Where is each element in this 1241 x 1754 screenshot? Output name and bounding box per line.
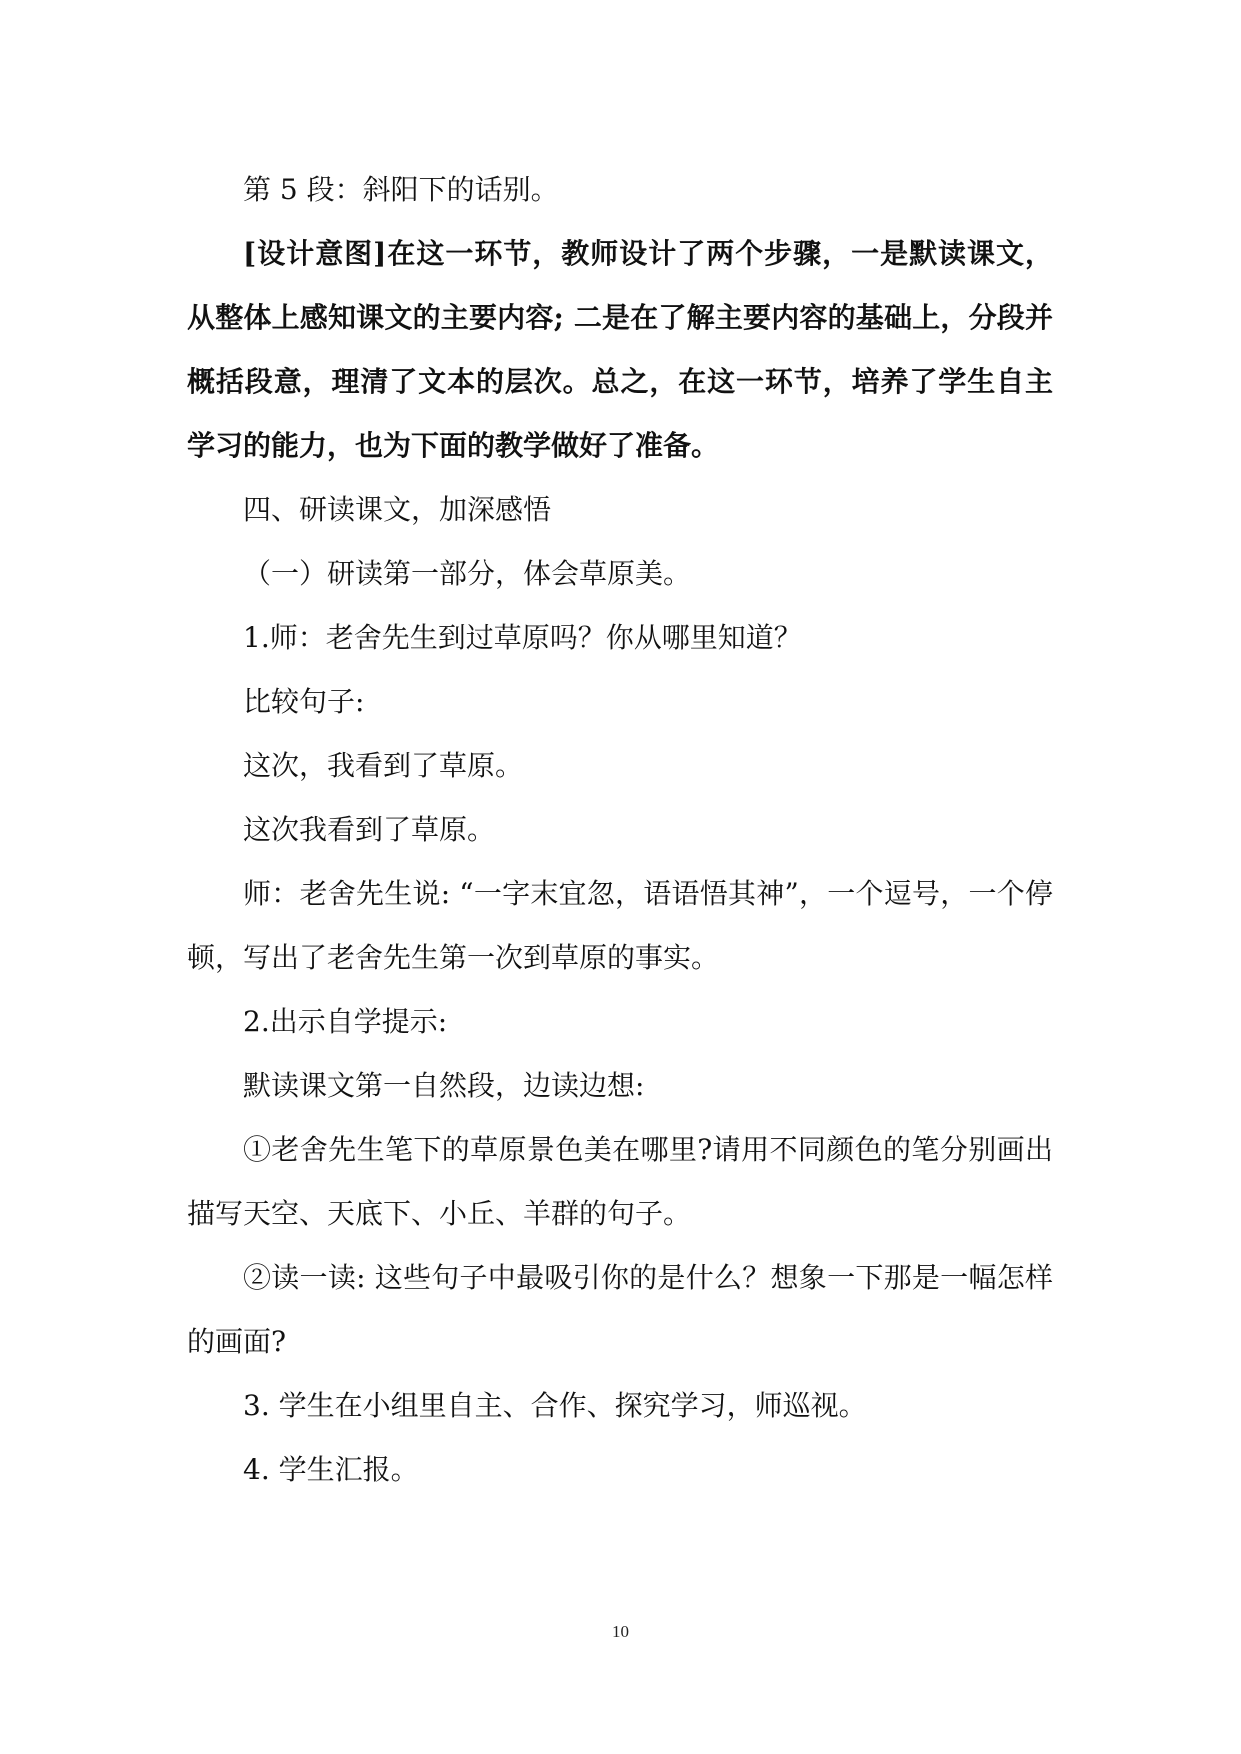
paragraph-section-5-summary: 第 5 段：斜阳下的话别。	[243, 173, 559, 206]
paragraph-sentence-a: 这次，我看到了草原。	[243, 749, 524, 782]
paragraph-teacher-question: 1.师：老舍先生到过草原吗？你从哪里知道？	[243, 621, 802, 654]
subheading-part-one: （一）研读第一部分，体会草原美。	[243, 557, 692, 590]
paragraph-task-one: ①老舍先生笔下的草原景色美在哪里?请用不同颜色的笔分别画出描写天空、天底下、小丘、羊群的句子。	[187, 1133, 1053, 1230]
page-number: 10	[612, 1622, 629, 1641]
paragraph-silent-read: 默读课文第一自然段，边读边想:	[243, 1069, 645, 1102]
paragraph-task-two: ②读一读: 这些句子中最吸引你的是什么？想象一下那是一幅怎样的画面?	[187, 1261, 1053, 1358]
document-body	[187, 158, 1053, 1502]
paragraph-compare-label: 比较句子:	[243, 685, 365, 718]
paragraph-design-intent: [设计意图]在这一环节，教师设计了两个步骤，一是默读课文，从整体上感知课文的主要内容; 二是在了解主要内容的基础上，分段并概括段意，理清了文本的层次。总之，在这一环节，培养了学生自主学习的能力，也为下面的教学做好了准备。	[187, 237, 1053, 462]
paragraph-sentence-b: 这次我看到了草原。	[243, 813, 496, 846]
heading-study-text: 四、研读课文，加深感悟	[243, 493, 552, 526]
paragraph-teacher-comment: 师：老舍先生说: “一字末宜忽，语语悟其神”，一个逗号，一个停顿，写出了老舍先生第一次到草原的事实。	[187, 877, 1053, 974]
paragraph-student-report: 4. 学生汇报。	[243, 1453, 419, 1486]
paragraph-self-study-prompt: 2.出示自学提示:	[243, 1005, 448, 1038]
paragraph-group-study: 3. 学生在小组里自主、合作、探究学习，师巡视。	[243, 1389, 867, 1422]
